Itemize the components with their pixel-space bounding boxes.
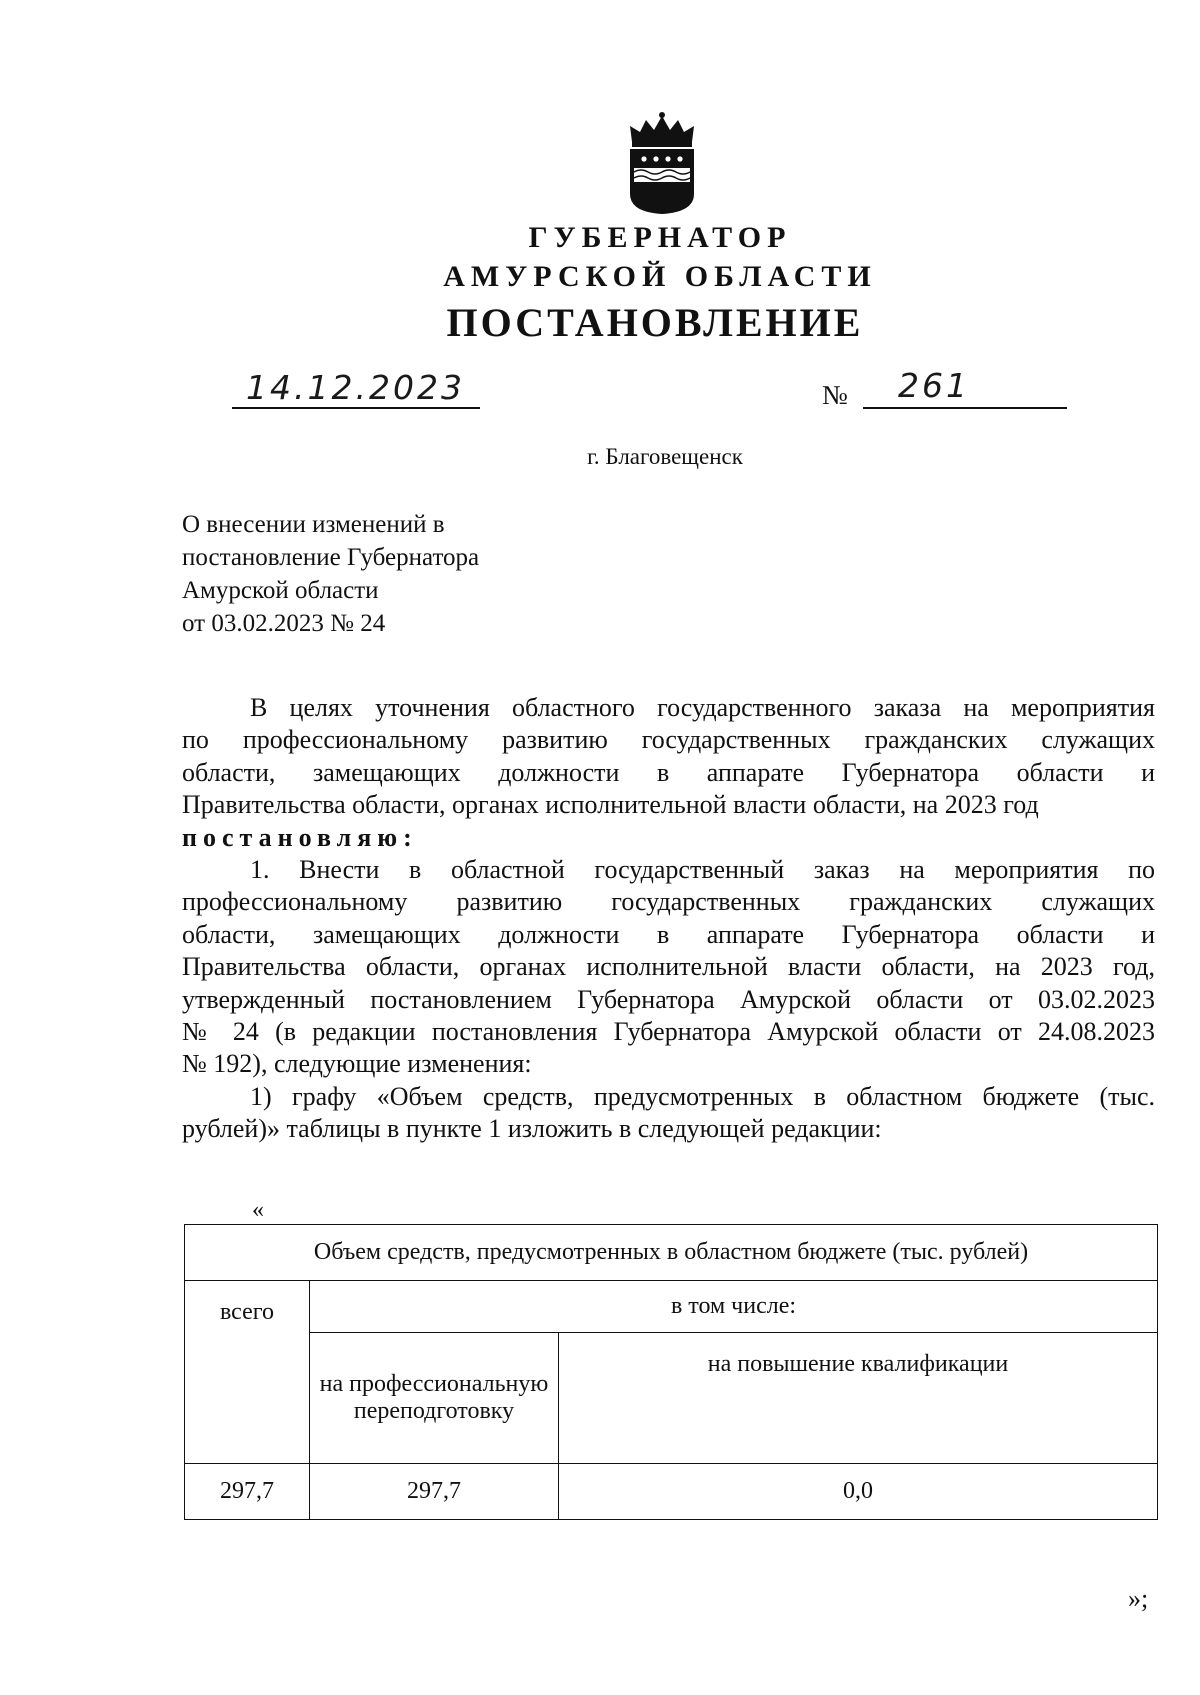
document-type-title: ПОСТАНОВЛЕНИЕ — [446, 300, 864, 345]
close-quote: »; — [1128, 1584, 1149, 1613]
body-line: по профессиональному развитию государственных гражданских служащих — [182, 725, 1155, 755]
handwritten-number: 261 — [898, 366, 970, 405]
city-label: г. Благовещенск — [587, 444, 743, 469]
header-retraining-cell: на профессиональную переподготовку — [310, 1333, 559, 1464]
body-line: области, замещающих должности в аппарате Губернатора области и — [182, 919, 1155, 949]
body-line: 1. Внести в областной государственный заказ на мероприятия по — [250, 855, 1155, 885]
body-line: Правительства области, органах исполнительной власти области, на 2023 год, — [182, 952, 1155, 982]
number-underline — [863, 407, 1067, 409]
subject-line: Амурской области — [182, 577, 379, 604]
header-qualification-cell: на повышение квалификации — [559, 1333, 1158, 1464]
authority-title-line2: АМУРСКОЙ ОБЛАСТИ — [443, 260, 877, 293]
date-underline — [232, 407, 480, 409]
header-including-cell: в том числе: — [310, 1281, 1158, 1333]
body-line: 1) графу «Объем средств, предусмотренных в областном бюджете (тыс. — [250, 1081, 1155, 1111]
body-line: № 192), следующие изменения: — [182, 1049, 532, 1079]
body-line: Правительства области, органах исполнительной власти области, на 2023 год — [182, 790, 1039, 820]
document-body — [182, 692, 1155, 1146]
body-line: В целях уточнения областного государственного заказа на мероприятия — [250, 693, 1155, 722]
budget-table — [184, 1224, 1158, 1520]
handwritten-date: 14.12.2023 — [246, 368, 465, 407]
body-line: профессиональному развитию государственных гражданских служащих — [182, 887, 1155, 917]
header-total-cell: всего — [185, 1281, 310, 1464]
resolve-word: постановляю: — [182, 822, 418, 852]
table-title-cell: Объем средств, предусмотренных в областном бюджете (тыс. рублей) — [185, 1225, 1158, 1281]
coat-of-arms-icon — [620, 112, 704, 216]
authority-title-line1: ГУБЕРНАТОР — [528, 221, 792, 254]
body-line: рублей)» таблицы в пункте 1 изложить в следующей редакции: — [182, 1114, 882, 1144]
value-retraining-cell: 297,7 — [310, 1464, 559, 1520]
value-qualification-cell: 0,0 — [559, 1464, 1158, 1520]
value-total-cell: 297,7 — [185, 1464, 310, 1520]
subject-line: постановление Губернатора — [182, 544, 480, 571]
number-sign: № — [822, 380, 848, 410]
body-line: области, замещающих должности в аппарате Губернатора области и — [182, 757, 1155, 787]
subject-line: от 03.02.2023 № 24 — [182, 610, 386, 637]
body-line: № 24 (в редакции постановления Губернатора Амурской области от 24.08.2023 — [182, 1017, 1155, 1047]
open-quote: « — [252, 1197, 264, 1223]
subject-line: О внесении изменений в — [182, 511, 445, 538]
body-line: утвержденный постановлением Губернатора Амурской области от 03.02.2023 — [182, 984, 1155, 1014]
document-subject — [182, 508, 479, 640]
